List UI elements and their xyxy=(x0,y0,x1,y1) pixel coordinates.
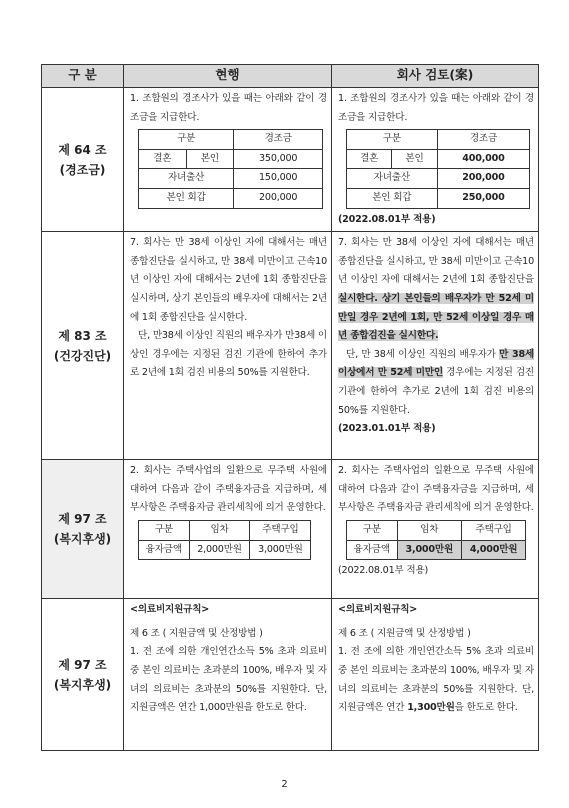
inner-value: 2,000만원 xyxy=(189,540,250,560)
proposal-text xyxy=(338,643,534,717)
row-label xyxy=(42,460,124,599)
text-span: 단, 만 38세 이상인 직원의 배우자가 xyxy=(346,348,500,360)
page-number: 2 xyxy=(281,779,288,790)
proposal-text: 2. 회사는 주택사업의 일환으로 무주택 사원에 대하여 다음과 같이 주택융자금을 지급하며, 세부사항은 주택융자금 관리세칙에 의거 운영한다. xyxy=(338,465,534,514)
inner-cell: 결혼 xyxy=(347,149,392,169)
table-header-row xyxy=(42,65,539,88)
rule-title: <의료비지원규칙> xyxy=(338,604,418,616)
housing-loan-table-proposal xyxy=(346,520,526,560)
inner-value: 200,000 xyxy=(437,169,530,189)
inner-value: 350,000 xyxy=(234,149,323,169)
article-heading: 제 6 조 ( 지원금액 및 산정방법 ) xyxy=(130,627,263,639)
article-number: 제 83 조 xyxy=(58,328,107,343)
table-row xyxy=(42,88,539,232)
inner-value: 3,000만원 xyxy=(250,540,311,560)
inner-header: 임차 xyxy=(189,520,250,540)
inner-cell: 자녀출산 xyxy=(139,169,234,189)
current-text: 1. 전 조에 의한 개인연간소득 5% 초과 의료비 중 본인 의료비는 초과분의 100%, 배우자 및 자녀의 의료비는 초과분의 50%를 지원한다. 단, 지원금액은 연간 1,000만원을 한도로 한다. xyxy=(130,646,327,714)
article-title: (경조금) xyxy=(59,162,106,177)
inner-cell: 결혼 xyxy=(139,149,187,169)
current-text: 7. 회사는 만 38세 이상인 자에 대해서는 매년 종합진단을 실시하고, 만 38세 미만이고 근속10년 이상인 자에 대해서는 2년에 1회 종합진단을 실시하며, 상기 본인들의 배우자에 대해서는 2년에 1회 종합진단을 실시한다. xyxy=(130,237,327,323)
article-title: (복지후생) xyxy=(53,677,112,692)
article-title: (복지후생) xyxy=(53,532,112,547)
text-span: 1. 전 조에 의한 개인연간소득 5% 초과 의료비 중 본인 의료비는 초과분의 100%, 배우자 및 자녀의 의료비는 초과분의 50%를 지원한다. 단, 지원금액은 연간 xyxy=(338,646,534,714)
inner-value: 200,000 xyxy=(234,188,323,208)
inner-cell: 융자금액 xyxy=(139,540,190,560)
condolence-table-current xyxy=(138,129,323,208)
inner-value: 400,000 xyxy=(437,149,530,169)
condolence-table-proposal xyxy=(346,129,530,208)
current-text: 단, 만38세 이상인 직원의 배우자가 만38세 이상인 경우에는 지정된 검진 기관에 한하여 추가로 2년에 1회 검진 비용의 50%를 지원한다. xyxy=(130,330,327,379)
row-label xyxy=(42,599,124,751)
inner-header: 구분 xyxy=(139,520,190,540)
inner-header: 경조금 xyxy=(234,130,323,150)
inner-header: 구분 xyxy=(347,520,398,540)
housing-loan-table-current xyxy=(138,520,311,560)
inner-cell: 본인 xyxy=(186,149,234,169)
current-cell xyxy=(124,460,332,599)
row-label xyxy=(42,232,124,460)
article-heading: 제 6 조 ( 지원금액 및 산정방법 ) xyxy=(338,627,471,639)
inner-cell: 본인 회갑 xyxy=(139,188,234,208)
header-proposal: 회사 검토(案) xyxy=(332,65,539,88)
proposal-cell xyxy=(332,232,539,460)
highlighted-change: 실시한다. 상기 본인들의 배우자가 만 52세 미만일 경우 2년에 1회, 만 52세 이상일 경우 매년 종합검진을 실시한다. xyxy=(338,292,534,342)
inner-value: 150,000 xyxy=(234,169,323,189)
text-span: 경우에는 지정된 검진 기관에 한하여 추가로 2년에 1회 검진 비용의 50%를 지원한다. xyxy=(338,367,534,416)
inner-value: 250,000 xyxy=(437,188,530,208)
inner-header: 경조금 xyxy=(437,130,530,150)
effective-date-note: (2023.01.01부 적용) xyxy=(338,423,436,435)
inner-value: 3,000만원 xyxy=(397,540,461,560)
inner-cell: 융자금액 xyxy=(347,540,398,560)
inner-header: 임차 xyxy=(397,520,461,540)
inner-header: 주택구입 xyxy=(461,520,525,540)
proposal-cell xyxy=(332,460,539,599)
rule-title: <의료비지원규칙> xyxy=(130,604,210,616)
inner-value: 4,000만원 xyxy=(461,540,525,560)
proposal-text xyxy=(338,234,534,346)
header-current: 현행 xyxy=(124,65,332,88)
changed-amount: 1,300만원 xyxy=(407,702,455,714)
comparison-table xyxy=(41,64,539,751)
current-cell xyxy=(124,88,332,232)
text-span: 7. 회사는 만 38세 이상인 자에 대해서는 매년 종합진단을 실시하고, 만 38세 미만이고 근속10년 이상인 자에 대해서는 2년에 1회 종합진단을 xyxy=(338,237,534,286)
table-row xyxy=(42,232,539,460)
inner-header: 구분 xyxy=(347,130,438,150)
inner-cell: 본인 xyxy=(392,149,437,169)
article-number: 제 97 조 xyxy=(58,657,107,672)
table-row xyxy=(42,460,539,599)
article-number: 제 64 조 xyxy=(58,142,107,157)
inner-cell: 자녀출산 xyxy=(347,169,438,189)
row-label xyxy=(42,88,124,232)
current-cell xyxy=(124,232,332,460)
article-title: (건강진단) xyxy=(53,348,112,363)
table-row xyxy=(42,599,539,751)
inner-header: 구분 xyxy=(139,130,234,150)
highlighted-change: 만 38세 이상에서 만 52세 미만인 xyxy=(338,348,534,379)
current-text: 2. 회사는 주택사업의 일환으로 무주택 사원에 대하여 다음과 같이 주택융자금을 지급하며, 세부사항은 주택융자금 관리세칙에 의거 운영한다. xyxy=(130,465,327,514)
inner-cell: 본인 회갑 xyxy=(347,188,438,208)
current-text: 1. 조합원의 경조사가 있을 때는 아래와 같이 경조금을 지급한다. xyxy=(130,93,327,123)
article-number: 제 97 조 xyxy=(58,512,107,527)
header-category: 구 분 xyxy=(42,65,124,88)
proposal-cell xyxy=(332,599,539,751)
proposal-text xyxy=(338,346,534,420)
effective-date-note: (2022.08.01부 적용) xyxy=(338,565,429,577)
proposal-cell xyxy=(332,88,539,232)
text-span: 을 한도로 한다. xyxy=(454,702,518,714)
effective-date-note: (2022.08.01부 적용) xyxy=(338,213,436,225)
current-cell xyxy=(124,599,332,751)
proposal-text: 1. 조합원의 경조사가 있을 때는 아래와 같이 경조금을 지급한다. xyxy=(338,93,534,123)
inner-header: 주택구입 xyxy=(250,520,311,540)
